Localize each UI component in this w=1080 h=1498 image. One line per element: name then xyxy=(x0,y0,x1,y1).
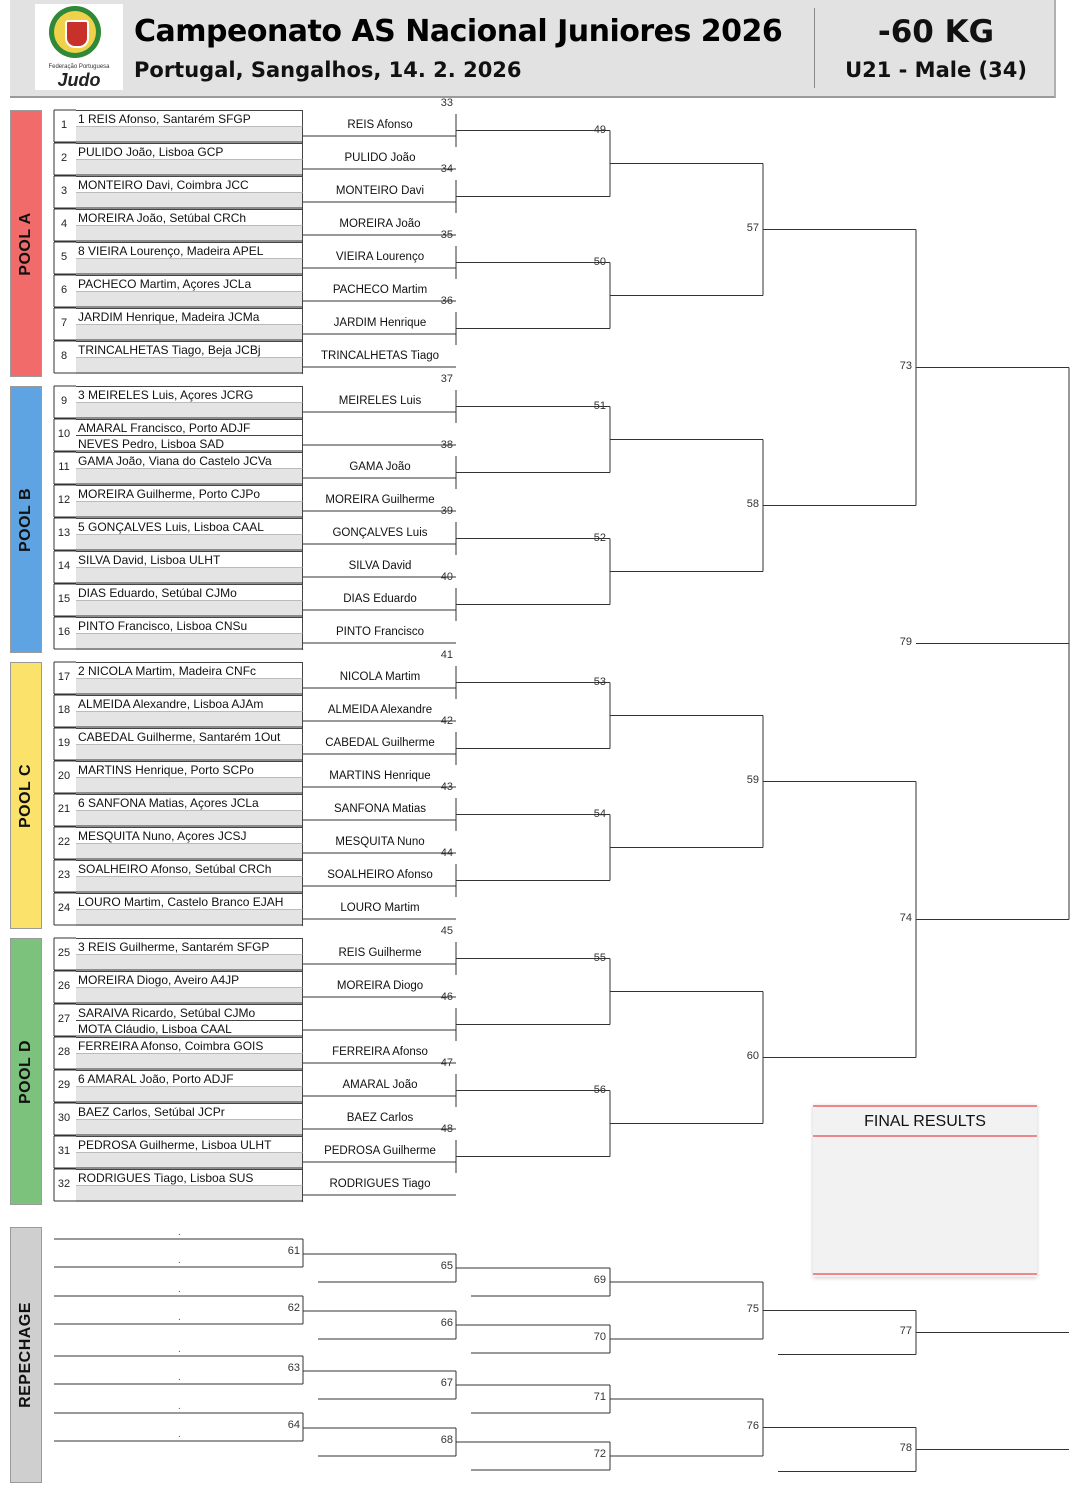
round1-winner: REIS Afonso xyxy=(347,119,413,131)
round1-winner: MEIRELES Luis xyxy=(338,395,422,407)
competitor-name-text: 6 AMARAL João, Porto ADJF xyxy=(78,1072,234,1086)
match-number: 68 xyxy=(440,1434,453,1446)
repechage-placeholder-dot: . xyxy=(178,1372,181,1383)
round1-winner: SILVA David xyxy=(348,560,412,572)
round1-winner: PEDROSA Guilherme xyxy=(324,1145,436,1157)
seed-number: 31 xyxy=(57,1145,71,1157)
seed-number: 22 xyxy=(57,836,71,848)
competitor-name-text: NEVES Pedro, Lisboa SAD xyxy=(78,437,225,451)
seed-number: 29 xyxy=(57,1079,71,1091)
seed-number: 21 xyxy=(57,803,71,815)
match-number: 37 xyxy=(440,372,453,385)
match-number: 65 xyxy=(440,1260,453,1272)
round1-winner: ALMEIDA Alexandre xyxy=(327,704,433,716)
seed-number: 19 xyxy=(57,737,71,749)
seed-number: 2 xyxy=(60,152,68,164)
round1-winner: DIAS Eduardo xyxy=(343,593,417,605)
repechage-placeholder-dot: . xyxy=(178,1401,181,1412)
repechage-placeholder-dot: . xyxy=(178,1255,181,1266)
round1-winner: LOURO Martim xyxy=(340,902,420,914)
round1-winner: FERREIRA Afonso xyxy=(332,1046,428,1058)
match-number: 64 xyxy=(287,1419,300,1431)
match-number: 78 xyxy=(899,1441,912,1454)
match-number: 45 xyxy=(440,924,453,937)
match-number: 77 xyxy=(899,1324,912,1337)
competitor-name-text: AMARAL Francisco, Porto ADJF xyxy=(78,421,251,435)
competitor-name-text: SARAIVA Ricardo, Setúbal CJMo xyxy=(78,1006,256,1020)
match-number: 51 xyxy=(593,399,606,412)
age-category: U21 - Male (34) xyxy=(845,58,1027,82)
match-number: 69 xyxy=(593,1274,606,1286)
match-number: 66 xyxy=(440,1317,453,1329)
competitor-name-text: MARTINS Henrique, Porto SCPo xyxy=(78,763,254,777)
repechage-placeholder-dot: . xyxy=(178,1227,181,1238)
seed-number: 30 xyxy=(57,1112,71,1124)
match-number: 38 xyxy=(440,438,453,451)
seed-number: 20 xyxy=(57,770,71,782)
event-location-date: Portugal, Sangalhos, 14. 2. 2026 xyxy=(134,58,522,82)
seed-number: 25 xyxy=(57,947,71,959)
match-number: 73 xyxy=(899,359,912,372)
match-number: 35 xyxy=(440,228,453,241)
seed-number: 26 xyxy=(57,980,71,992)
logo-judo-text: Judo xyxy=(57,70,101,90)
seed-number: 9 xyxy=(60,395,68,407)
round1-winner: MOREIRA Guilherme xyxy=(325,494,435,506)
seed-number: 17 xyxy=(57,671,71,683)
seed-number: 3 xyxy=(60,185,68,197)
seed-number: 12 xyxy=(57,494,71,506)
match-number: 44 xyxy=(440,846,453,859)
match-number: 41 xyxy=(440,648,453,661)
match-number: 79 xyxy=(899,635,912,648)
round1-winner: PULIDO João xyxy=(344,152,416,164)
seed-number: 27 xyxy=(57,1013,71,1025)
seed-number: 7 xyxy=(60,317,68,329)
match-number: 36 xyxy=(440,294,453,307)
round1-winner: VIEIRA Lourenço xyxy=(335,251,425,263)
match-number: 55 xyxy=(593,951,606,964)
seed-number: 6 xyxy=(60,284,68,296)
competitor-name-text: PINTO Francisco, Lisboa CNSu xyxy=(78,619,248,633)
match-number: 63 xyxy=(287,1362,300,1374)
seed-number: 16 xyxy=(57,626,71,638)
repechage-placeholder-dot: . xyxy=(178,1429,181,1440)
match-number: 33 xyxy=(440,96,453,109)
seed-number: 10 xyxy=(57,428,71,440)
round1-winner: MONTEIRO Davi xyxy=(335,185,425,197)
round1-winner: MARTINS Henrique xyxy=(329,770,431,782)
match-number: 60 xyxy=(746,1049,759,1062)
match-number: 49 xyxy=(593,123,606,136)
competitor-name-text: 3 MEIRELES Luis, Açores JCRG xyxy=(78,388,254,402)
pool-label-text: POOL C xyxy=(17,763,34,828)
match-number: 50 xyxy=(593,255,606,268)
match-number: 56 xyxy=(593,1083,606,1096)
seed-number: 1 xyxy=(60,119,68,131)
competitor-name-text: SILVA David, Lisboa ULHT xyxy=(78,553,221,567)
round1-winner: CABEDAL Guilherme xyxy=(325,737,435,749)
match-number: 52 xyxy=(593,531,606,544)
seed-number: 32 xyxy=(57,1178,71,1190)
round1-winner: RODRIGUES Tiago xyxy=(329,1178,431,1190)
competitor-name-text: 1 REIS Afonso, Santarém SFGP xyxy=(78,112,251,126)
match-number: 34 xyxy=(440,162,453,175)
competitor-name-text: MONTEIRO Davi, Coimbra JCC xyxy=(78,178,249,192)
competitor-name-text: JARDIM Henrique, Madeira JCMa xyxy=(78,310,260,324)
competitor-name-text: 6 SANFONA Matias, Açores JCLa xyxy=(78,796,259,810)
final-results-title: FINAL RESULTS xyxy=(864,1113,986,1130)
match-number: 70 xyxy=(593,1331,606,1343)
match-number: 76 xyxy=(746,1419,759,1432)
match-number: 67 xyxy=(440,1377,453,1389)
round1-winner: GONÇALVES Luis xyxy=(332,527,428,539)
match-number: 71 xyxy=(593,1391,606,1403)
seed-number: 11 xyxy=(58,461,70,473)
match-number: 43 xyxy=(440,780,453,793)
competitor-name-text: ALMEIDA Alexandre, Lisboa AJAm xyxy=(78,697,264,711)
round1-winner: TRINCALHETAS Tiago xyxy=(320,350,439,362)
competitor-name-text: MOREIRA Guilherme, Porto CJPo xyxy=(78,487,261,501)
round1-winner: NICOLA Martim xyxy=(339,671,421,683)
round1-winner: MOREIRA Diogo xyxy=(336,980,424,992)
match-number: 61 xyxy=(287,1245,300,1257)
match-number: 47 xyxy=(440,1056,453,1069)
competitor-name-text: 2 NICOLA Martim, Madeira CNFc xyxy=(78,664,257,678)
competitor-name-text: MOREIRA Diogo, Aveiro A4JP xyxy=(78,973,240,987)
match-number: 62 xyxy=(287,1302,300,1314)
competitor-name-text: BAEZ Carlos, Setúbal JCPr xyxy=(78,1105,225,1119)
seed-number: 4 xyxy=(60,218,68,230)
match-number: 53 xyxy=(593,675,606,688)
round1-winner: MESQUITA Nuno xyxy=(335,836,425,848)
competitor-name-text: CABEDAL Guilherme, Santarém 1Out xyxy=(78,730,281,744)
seed-number: 8 xyxy=(60,350,68,362)
competitor-name-text: FERREIRA Afonso, Coimbra GOIS xyxy=(78,1039,264,1053)
competitor-name-text: TRINCALHETAS Tiago, Beja JCBj xyxy=(78,343,261,357)
competitor-name-text: 5 GONÇALVES Luis, Lisboa CAAL xyxy=(78,520,264,534)
match-number: 75 xyxy=(746,1302,759,1315)
competitor-name-text: GAMA João, Viana do Castelo JCVa xyxy=(78,454,272,468)
round1-winner: SOALHEIRO Afonso xyxy=(327,869,433,881)
round1-winner: PINTO Francisco xyxy=(336,626,424,638)
repechage-placeholder-dot: . xyxy=(178,1344,181,1355)
competitor-name-text: MOTA Cláudio, Lisboa CAAL xyxy=(78,1022,232,1036)
match-number: 40 xyxy=(440,570,453,583)
seed-number: 18 xyxy=(57,704,71,716)
match-number: 42 xyxy=(440,714,453,727)
match-number: 72 xyxy=(593,1448,606,1460)
match-number: 58 xyxy=(746,497,759,510)
seed-number: 14 xyxy=(57,560,71,572)
seed-number: 5 xyxy=(60,251,68,263)
match-number: 39 xyxy=(440,504,453,517)
repechage-label-text: REPECHAGE xyxy=(17,1302,34,1408)
round1-winner: AMARAL João xyxy=(342,1079,418,1091)
competitor-name-text: 8 VIEIRA Lourenço, Madeira APEL xyxy=(78,244,264,258)
round1-winner: MOREIRA João xyxy=(339,218,421,230)
competitor-name-text: MOREIRA João, Setúbal CRCh xyxy=(78,211,247,225)
match-number: 57 xyxy=(746,221,759,234)
round1-winner: PACHECO Martim xyxy=(332,284,428,296)
competitor-name-text: RODRIGUES Tiago, Lisboa SUS xyxy=(78,1171,254,1185)
match-number: 54 xyxy=(593,807,606,820)
pool-label-text: POOL B xyxy=(17,487,34,552)
seed-number: 13 xyxy=(57,527,71,539)
pool-label-text: POOL A xyxy=(17,211,34,276)
repechage-placeholder-dot: . xyxy=(178,1312,181,1323)
match-number: 48 xyxy=(440,1122,453,1135)
competitor-name-text: PULIDO João, Lisboa GCP xyxy=(78,145,224,159)
repechage-placeholder-dot: . xyxy=(178,1284,181,1295)
pool-label-text: POOL D xyxy=(17,1039,34,1104)
round1-winner: SANFONA Matias xyxy=(333,803,427,815)
seed-number: 28 xyxy=(57,1046,71,1058)
seed-number: 24 xyxy=(57,902,71,914)
weight-class: -60 KG xyxy=(877,14,995,50)
seed-number: 23 xyxy=(57,869,71,881)
match-number: 46 xyxy=(440,990,453,1003)
page-title: Campeonato AS Nacional Juniores 2026 xyxy=(134,14,783,49)
match-number: 74 xyxy=(899,911,912,924)
competitor-name-text: LOURO Martim, Castelo Branco EJAH xyxy=(78,895,284,909)
competitor-name-text: PACHECO Martim, Açores JCLa xyxy=(78,277,252,291)
round1-winner: REIS Guilherme xyxy=(338,947,422,959)
competitor-name-text: MESQUITA Nuno, Açores JCSJ xyxy=(78,829,247,843)
round1-winner: GAMA João xyxy=(349,461,411,473)
logo-federation-text: Federação Portuguesa xyxy=(48,64,110,70)
round1-winner: JARDIM Henrique xyxy=(333,317,427,329)
competitor-name-text: 3 REIS Guilherme, Santarém SFGP xyxy=(78,940,270,954)
competitor-name-text: PEDROSA Guilherme, Lisboa ULHT xyxy=(78,1138,272,1152)
competitor-name-text: SOALHEIRO Afonso, Setúbal CRCh xyxy=(78,862,272,876)
round1-winner: BAEZ Carlos xyxy=(346,1112,414,1124)
match-number: 59 xyxy=(746,773,759,786)
competitor-name-text: DIAS Eduardo, Setúbal CJMo xyxy=(78,586,237,600)
seed-number: 15 xyxy=(57,593,71,605)
